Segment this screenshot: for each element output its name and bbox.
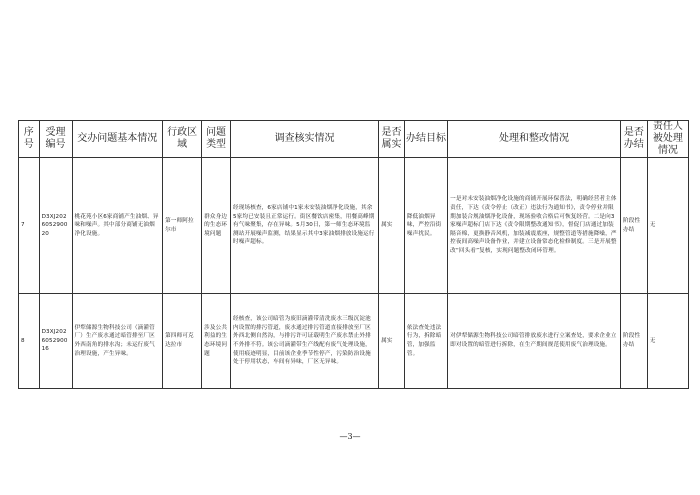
- cell-person: 无: [647, 158, 688, 294]
- cell-goal: 依法查处违法行为，拆除暗管，加强监管。: [404, 294, 447, 389]
- cell-region: 第一师阿拉尔市: [163, 158, 202, 294]
- cell-problem: 伊犁储源生物科技公司（滴灌管厂）生产废水通过暗管排至厂区外西南角的排水沟；未运行废气治理设施，产生异味。: [72, 294, 163, 389]
- table-header-row: [19, 121, 689, 158]
- cell-true: 属实: [379, 158, 405, 294]
- cell-person: 无: [647, 294, 688, 389]
- header-problem: 交办问题基本情况: [72, 121, 163, 158]
- cell-done: 阶段性办结: [620, 158, 647, 294]
- cell-true: 属实: [379, 294, 405, 389]
- cell-code: D3XJ202605290020: [39, 158, 72, 294]
- table-row: [19, 158, 689, 294]
- cell-goal: 降低油烟异味，严控沿街噪声扰民。: [404, 158, 447, 294]
- header-code: 受理编号: [39, 121, 72, 158]
- header-type: 问题类型: [202, 121, 231, 158]
- cell-handling: [448, 158, 621, 294]
- handling-text: 一是对未安装油烟净化设施的商铺开展环保普法，明确经营者主体责任，下达《责令停止（改正）违法行为通知书》，责令停业并限期加装合规油烟净化设备，现场验收合格后可恢复经营。二是向3家噪声超标门店下达《责令限期整改通知书》，督促门店通过加装隔音棉，更换静音风机，加装减震底座，规整管道等措施降噪，严控夜间高噪声设备作业，并建立设备常态化检修制度。三是开展整改“回头看”复核，实现问题整改闭环管理。: [450, 196, 617, 254]
- page-number: —3—: [339, 432, 361, 441]
- header-true: 是否属实: [379, 121, 405, 158]
- cell-code: D3XJ202605290016: [39, 294, 72, 389]
- header-region: 行政区域: [163, 121, 202, 158]
- cell-problem: 桃花苑小区6家商铺产生油烟、异味和噪声。其中部分商铺无油烟净化设施。: [72, 158, 163, 294]
- cell-handling: [448, 294, 621, 389]
- cell-type: 群众身边的生态环境问题: [202, 158, 231, 294]
- header-seq: 序号: [19, 121, 40, 158]
- header-investigation: 调查核实情况: [230, 121, 378, 158]
- header-done: 是否办结: [620, 121, 647, 158]
- cell-region: 第四师可克达拉市: [163, 294, 202, 389]
- header-goal: 办结目标: [404, 121, 447, 158]
- cell-seq: 8: [19, 294, 40, 389]
- cell-investigation: 经现场核查，6家店铺中1家未安装油烟净化设施，其余5家均已安装且正常运行。街区餐饮店密集，用餐高峰期有气味聚集，存在异味。5月30日，第一师生态环境监测站开展噪声监测，结果显示其中3家油烟排放设施运行时噪声超标。: [230, 158, 378, 294]
- case-table: [18, 120, 689, 389]
- handling-text: 对伊犁储源生物科技公司暗管排放废水进行立案查处，要求企业立即对设置的暗管进行拆除，在生产期间规范使用废气治理设施。: [450, 333, 617, 348]
- cell-done: 阶段性办结: [620, 294, 647, 389]
- header-handling: 处理和整改情况: [448, 121, 621, 158]
- cell-type: 涉及公共利益的生态环境问题: [202, 294, 231, 389]
- cell-seq: 7: [19, 158, 40, 294]
- cell-investigation: 经核查，该公司暗管为废旧滴灌带清洗废水三级沉淀池内设置的排污管道，废水通过排污管道直接排放至厂区外西北侧自然沟，与排污许可证载明生产废水禁止外排不外排不符。该公司滴灌带生产线配有废气处理设施，使用痕迹明显，目前该企业季节性停产，污染防治设施处于停用状态，车间有异味，厂区无异味。: [230, 294, 378, 389]
- table-row: [19, 294, 689, 389]
- header-person: 责任人被处理情况: [647, 121, 688, 158]
